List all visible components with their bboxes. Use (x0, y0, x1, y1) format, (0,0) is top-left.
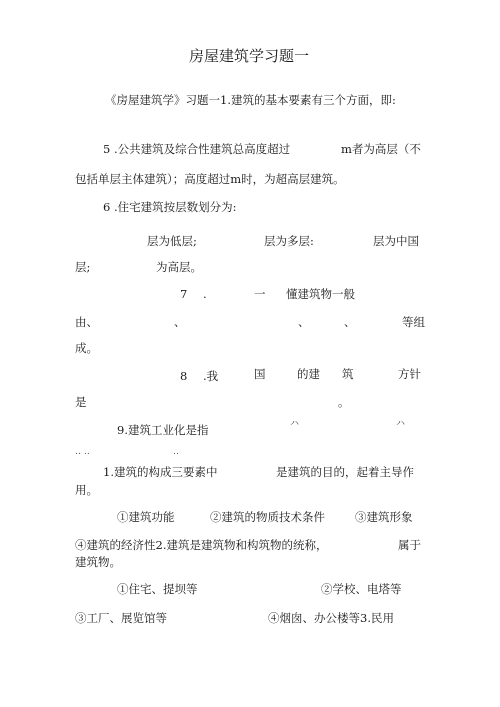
q8-shi: 是 (75, 395, 87, 409)
q6-multi: 层为多层: (264, 234, 314, 248)
mc2-option-4: ④烟囱、办公楼等3.民用 (268, 611, 394, 625)
mc2-option-3: ③工厂、展览馆等 (75, 611, 167, 625)
q5-line2: 包括单层主体建筑）；高度超过m时，为超高层建筑。 (75, 172, 345, 186)
q8-period: 。 (338, 395, 350, 409)
q6-ceng: 层; (75, 260, 91, 274)
q9-text: 9.建筑工业化是指 (117, 423, 209, 437)
mc1-question-a: 1.建筑的构成三要素中 (103, 465, 218, 479)
q7-comma-2: 、 (298, 315, 310, 329)
q9-mark-2: ハ (396, 419, 406, 429)
q7-comma-3: 、 (344, 315, 356, 329)
q5-line1-b: m者为高层（不 (341, 142, 421, 156)
mc1-option-2: ②建筑的物质技术条件 (210, 510, 325, 524)
q9-cut-2: ‥ (173, 447, 180, 457)
q7-dot: . (203, 287, 207, 301)
q8-dejian: 的建 (297, 367, 320, 381)
mc2-question-tail: 建筑物。 (75, 555, 121, 569)
q7-cheng: 成。 (75, 341, 98, 355)
mc2-shuyu: 属于 (398, 538, 421, 552)
mc1-question-c: 用。 (75, 483, 98, 497)
q7-comma-1: 、 (174, 315, 186, 329)
q7-text: 懂建筑物一般 (286, 287, 355, 301)
mc1-option-3: ③建筑形象 (355, 510, 413, 524)
q8-zhu: 筑 (342, 367, 354, 381)
page-title: 房屋建筑学习题一 (189, 47, 310, 65)
q8-number: 8 (180, 369, 188, 383)
mc1-option-1: ①建筑功能 (117, 510, 175, 524)
q7-number: 7 (180, 287, 188, 301)
mc2-option-2: ②学校、电塔等 (321, 582, 402, 596)
q8-wo: .我 (203, 369, 219, 383)
mc1-question-b: 是建筑的目的，起着主导作 (276, 465, 414, 479)
q6-heading: 6 .住宅建筑按层数划分为: (103, 200, 237, 214)
q7-dengzu: 等组 (402, 315, 425, 329)
mc2-option-1: ①住宅、提坝等 (117, 582, 198, 596)
q9-cut-1: ‥ ‥ (75, 447, 90, 457)
q7-you: 由、 (75, 315, 98, 329)
intro-line: 《房屋建筑学》习题一1.建筑的基本要素有三个方面，即: (105, 93, 396, 107)
q8-fangzhen: 方针 (398, 367, 421, 381)
q6-high: 为高层。 (156, 260, 202, 274)
q6-mid: 层为中国 (373, 234, 419, 248)
q7-dash: 一 (254, 287, 266, 301)
q5-line1-a: 5 .公共建筑及综合性建筑总高度超过 (103, 142, 291, 156)
q9-mark-1: ハ (290, 419, 300, 429)
q6-low: 层为低层; (147, 234, 197, 248)
mc1-option-4: ④建筑的经济性2.建筑是建筑物和构筑物的统称， (75, 538, 328, 552)
q8-guo: 国 (254, 367, 266, 381)
